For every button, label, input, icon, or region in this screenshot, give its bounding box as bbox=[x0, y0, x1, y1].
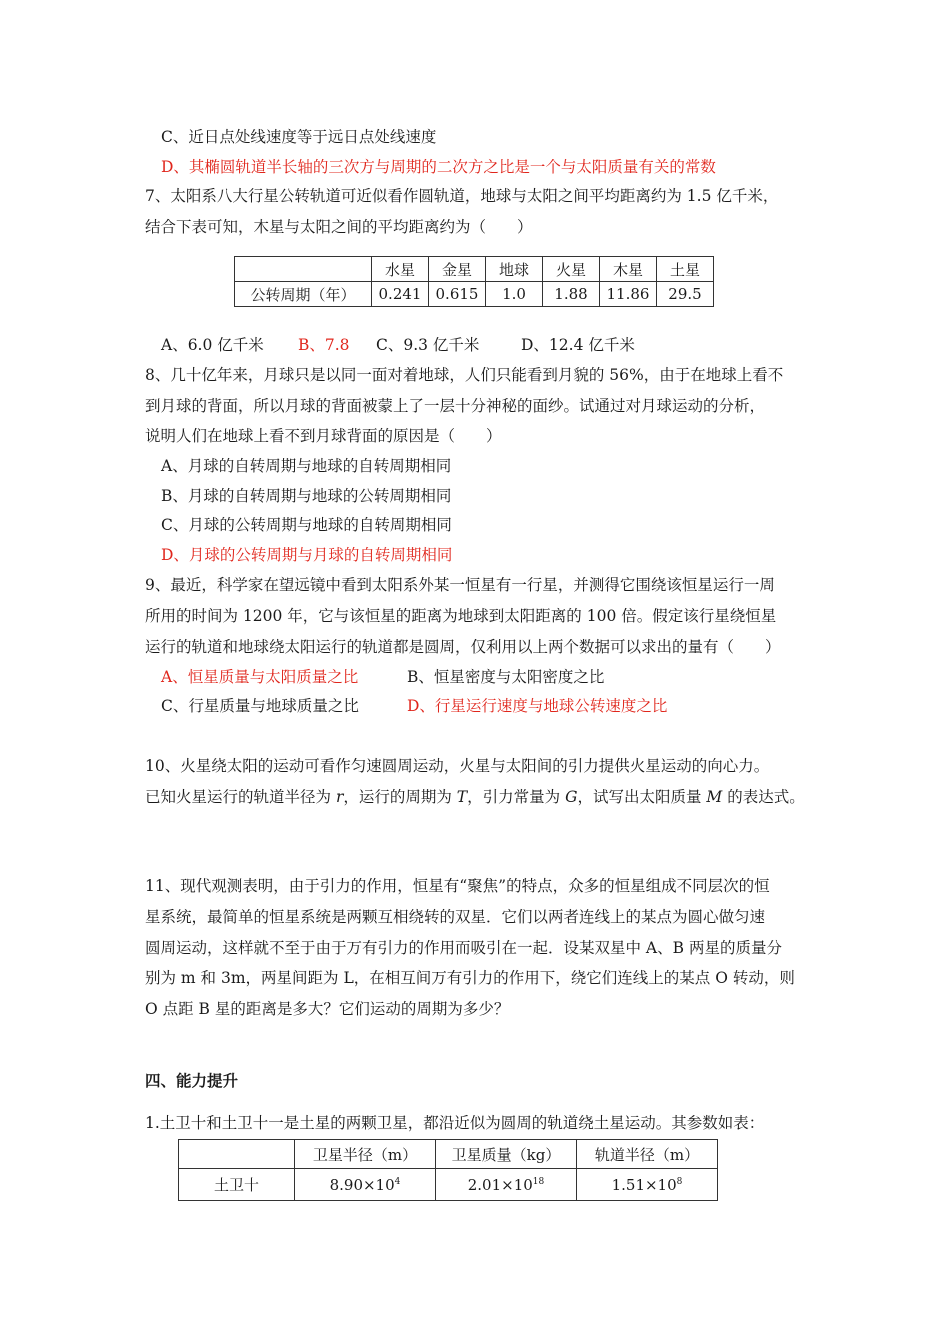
satellite-params-table bbox=[178, 1139, 718, 1201]
table-cell: 公转周期（年） bbox=[235, 282, 372, 307]
q7-option-c: C、9.3 亿千米 bbox=[376, 336, 480, 354]
table-header-row bbox=[235, 257, 714, 282]
q8-stem-line3: 说明人们在地球上看不到月球背面的原因是（ ） bbox=[145, 427, 502, 445]
q10-stem-line2: 已知火星运行的轨道半径为 r，运行的周期为 T，引力常量为 G，试写出太阳质量 M 的表达式。 bbox=[145, 788, 805, 806]
table-row bbox=[179, 1169, 718, 1201]
table-cell: 0.615 bbox=[429, 282, 486, 307]
q7-option-a: A、6.0 亿千米 bbox=[161, 336, 264, 354]
table-cell: 1.0 bbox=[486, 282, 543, 307]
q9-stem-line2: 所用的时间为 1200 年，它与该恒星的距离为地球到太阳距离的 100 倍。假定该行星绕恒星 bbox=[145, 607, 777, 625]
table-cell: 水星 bbox=[372, 257, 429, 282]
table-cell: 金星 bbox=[429, 257, 486, 282]
q11-stem-line2: 星系统，最简单的恒星系统是两颗互相绕转的双星．它们以两者连线上的某点为圆心做匀速 bbox=[145, 908, 766, 926]
table-cell: 卫星质量（kg） bbox=[436, 1140, 577, 1169]
q7-period-table bbox=[234, 256, 714, 307]
q8-option-a: A、月球的自转周期与地球的自转周期相同 bbox=[161, 457, 452, 475]
section-title: 四、能力提升 bbox=[145, 1072, 239, 1090]
table-cell: 0.241 bbox=[372, 282, 429, 307]
table-cell: 土卫十 bbox=[179, 1169, 295, 1201]
q6-option-c: C、近日点处线速度等于远日点处线速度 bbox=[161, 128, 437, 146]
q7-option-b: B、7.8 bbox=[298, 336, 350, 354]
q7-stem-line2: 结合下表可知，木星与太阳之间的平均距离约为（ ） bbox=[145, 218, 533, 236]
table-row bbox=[235, 282, 714, 307]
section4-q1-stem: 1.土卫十和土卫十一是土星的两颗卫星，都沿近似为圆周的轨道绕土星运动。其参数如表： bbox=[145, 1114, 765, 1132]
table-cell: $1.51\times 10^8$ bbox=[577, 1169, 718, 1201]
q9-stem-line1: 9、最近，科学家在望远镜中看到太阳系外某一恒星有一行星，并测得它围绕该恒星运行一周 bbox=[145, 576, 775, 594]
q11-stem-line1: 11、现代观测表明，由于引力的作用，恒星有“聚焦”的特点，众多的恒星组成不同层次的恒 bbox=[145, 877, 770, 895]
q8-option-c: C、月球的公转周期与地球的自转周期相同 bbox=[161, 516, 452, 534]
q6-option-d: D、其椭圆轨道半长轴的三次方与周期的二次方之比是一个与太阳质量有关的常数 bbox=[161, 158, 716, 176]
q9-option-a: A、恒星质量与太阳质量之比 bbox=[161, 668, 359, 686]
q9-option-d: D、行星运行速度与地球公转速度之比 bbox=[407, 697, 668, 715]
table-cell: $2.01\times 10^{18}$ bbox=[436, 1169, 577, 1201]
q11-stem-line4: 别为 m 和 3m，两星间距为 L，在相互间万有引力的作用下，绕它们连线上的某点 O 转动，则 bbox=[145, 969, 795, 987]
table-cell: 木星 bbox=[600, 257, 657, 282]
q7-option-d: D、12.4 亿千米 bbox=[521, 336, 635, 354]
table-header-row bbox=[179, 1140, 718, 1169]
q9-option-c: C、行星质量与地球质量之比 bbox=[161, 697, 359, 715]
table-cell bbox=[179, 1140, 295, 1169]
q9-option-b: B、恒星密度与太阳密度之比 bbox=[407, 668, 605, 686]
q7-stem-line1: 7、太阳系八大行星公转轨道可近似看作圆轨道，地球与太阳之间平均距离约为 1.5 亿千米， bbox=[145, 187, 779, 205]
table-cell: 29.5 bbox=[657, 282, 714, 307]
table-cell: 1.88 bbox=[543, 282, 600, 307]
q10-stem-line1: 10、火星绕太阳的运动可看作匀速圆周运动，火星与太阳间的引力提供火星运动的向心力。 bbox=[145, 757, 770, 775]
q8-stem-line2: 到月球的背面，所以月球的背面被蒙上了一层十分神秘的面纱。试通过对月球运动的分析， bbox=[145, 397, 766, 415]
table-cell: 地球 bbox=[486, 257, 543, 282]
table-cell: 轨道半径（m） bbox=[577, 1140, 718, 1169]
table-cell bbox=[235, 257, 372, 282]
table-cell: 火星 bbox=[543, 257, 600, 282]
table-cell: 土星 bbox=[657, 257, 714, 282]
q9-stem-line3: 运行的轨道和地球绕太阳运行的轨道都是圆周，仅利用以上两个数据可以求出的量有（ ） bbox=[145, 638, 781, 656]
table-cell: 卫星半径（m） bbox=[295, 1140, 436, 1169]
q8-stem-line1: 8、几十亿年来，月球只是以同一面对着地球，人们只能看到月貌的 56%，由于在地球上看不 bbox=[145, 366, 784, 384]
q11-stem-line5: O 点距 B 星的距离是多大？它们运动的周期为多少？ bbox=[145, 1000, 510, 1018]
table-cell: 11.86 bbox=[600, 282, 657, 307]
q8-option-d: D、月球的公转周期与月球的自转周期相同 bbox=[161, 546, 453, 564]
q11-stem-line3: 圆周运动，这样就不至于由于万有引力的作用而吸引在一起．设某双星中 A、B 两星的质量分 bbox=[145, 939, 782, 957]
table-cell: $8.90\times 10^4$ bbox=[295, 1169, 436, 1201]
q8-option-b: B、月球的自转周期与地球的公转周期相同 bbox=[161, 487, 452, 505]
